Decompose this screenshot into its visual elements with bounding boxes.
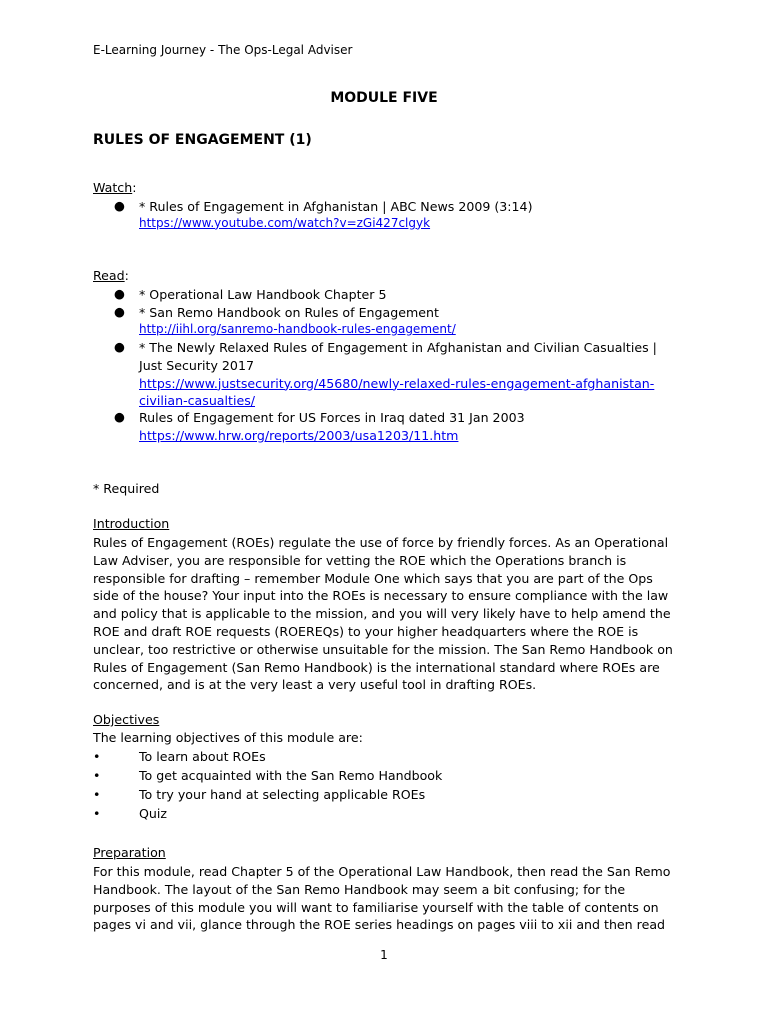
read-label: Read: [93, 268, 129, 283]
bullet-icon: ● [114, 198, 125, 213]
introduction-paragraph: Rules of Engagement (ROEs) regulate the use of force by friendly forces. As an Operational Law Adviser, you are responsible for vetting the ROE which the Operations branch is responsible for drafting – remember Module One which says that you are part of the Ops side of the house? Your input into the ROEs is necessary to ensure compliance with the law and policy that is applicable to the mission, and you will very likely have to help amend the ROE and draft ROE requests (ROEREQs) to your higher headquarters where the ROE is unclear, too restrictive or otherwise unsuitable for the mission. The San Remo Handbook on Rules of Engagement (San Remo Handbook) is the international standard where ROEs are concerned, and is at the very least a very useful tool in drafting ROEs. [93, 535, 673, 693]
read-item-2: * San Remo Handbook on Rules of Engagement http://iihl.org/sanremo-handbook-rules-engagement/ [139, 305, 456, 336]
watch-item: * Rules of Engagement in Afghanistan | ABC News 2009 (3:14) https://www.youtube.com/watch?v=zGi427clgyk [139, 199, 533, 230]
read-link-3[interactable]: https://www.justsecurity.org/45680/newly-relaxed-rules-engagement-afghanistan- [139, 375, 655, 391]
preparation-heading: Preparation [93, 845, 166, 860]
bullet-icon: • [93, 749, 101, 764]
bullet-icon: ● [114, 286, 125, 301]
bullet-icon: ● [114, 304, 125, 319]
read-link-3-cont[interactable]: civilian-casualties/ [139, 393, 256, 409]
objective-item: Quiz [139, 806, 168, 821]
preparation-paragraph: For this module, read Chapter 5 of the Operational Law Handbook, then read the San Remo Handbook. The layout of the San Remo Handbook may seem a bit confusing; for the purposes of this module you will want to familiarise yourself with the table of contents on pages vi and vii, glance through the ROE series headings on pages viii to xii and then read [93, 864, 671, 933]
bullet-icon: ● [114, 339, 125, 354]
required-note: * Required [93, 481, 160, 496]
read-link-2[interactable]: http://iihl.org/sanremo-handbook-rules-engagement/ [139, 321, 456, 336]
read-item-1: * Operational Law Handbook Chapter 5 [139, 287, 387, 302]
objective-item: To try your hand at selecting applicable ROEs [139, 787, 426, 802]
bullet-icon: • [93, 806, 101, 821]
section-title: RULES OF ENGAGEMENT (1) [93, 132, 312, 148]
read-item-3: * The Newly Relaxed Rules of Engagement in Afghanistan and Civilian Casualties | Just Security 2017 https://www.justsecurity.org/45680/newly-relaxed-rules-engagement-afghanistan- civilian-casualties/ [139, 340, 657, 409]
watch-link[interactable]: https://www.youtube.com/watch?v=zGi427clgyk [139, 215, 431, 230]
watch-label: Watch: [93, 180, 137, 195]
running-header: E-Learning Journey - The Ops-Legal Adviser [93, 43, 353, 57]
objectives-heading: Objectives [93, 712, 160, 727]
module-title: MODULE FIVE [330, 90, 438, 106]
introduction-heading: Introduction [93, 516, 170, 531]
bullet-icon: ● [114, 409, 125, 424]
bullet-icon: • [93, 768, 101, 783]
objectives-intro: The learning objectives of this module are: [93, 730, 363, 745]
objective-item: To learn about ROEs [139, 749, 266, 764]
read-link-4[interactable]: https://www.hrw.org/reports/2003/usa1203/11.htm [139, 427, 459, 443]
read-item-4: Rules of Engagement for US Forces in Iraq dated 31 Jan 2003 https://www.hrw.org/reports/2003/usa1203/11.htm [139, 410, 525, 443]
objective-item: To get acquainted with the San Remo Handbook [139, 768, 443, 783]
page-number: 1 [380, 948, 388, 962]
bullet-icon: • [93, 787, 101, 802]
